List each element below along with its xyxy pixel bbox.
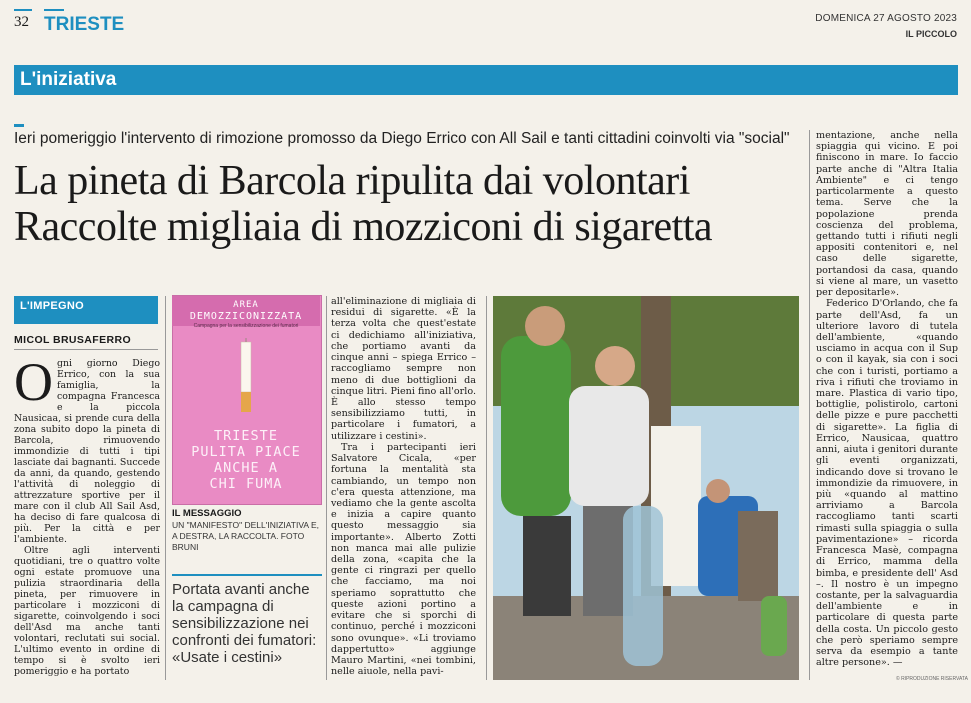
article-column-right	[816, 130, 958, 669]
issue-date: DOMENICA 27 AGOSTO 2023	[815, 13, 957, 24]
poster-slogan-4: CHI FUMA	[209, 476, 283, 492]
header-rule-section	[44, 9, 64, 11]
paragraph-text: gni giorno Diego Errico, con la sua famiglia, la compagna Francesca e la piccola Nausicaa, si prende cura della zona subito dopo la pineta di Barcola, rimuovendo immondizie di tutti i tipi lasciate dai bagnanti. Succede da anni, da quando, gestendo l'attività di noleggio di attrezzature sportive per il mare con il club All Sail Asd, ha deciso di fare qualcosa di più. Per la città e per l'ambiente.	[14, 358, 160, 545]
article-column-1	[14, 352, 160, 677]
pullquote: Portata avanti anche la campagna di sensibilizzazione nei confronti dei fumatori: «Usate i cestini»	[172, 581, 317, 666]
newspaper-name: IL PICCOLO	[905, 29, 957, 39]
kicker-rule	[14, 124, 24, 127]
article-kicker: Ieri pomeriggio l'intervento di rimozione promosso da Diego Errico con All Sail e tanti cittadini coinvolti via "social"	[14, 130, 790, 147]
photo-credit: © RIPRODUZIONE RISERVATA	[896, 676, 968, 682]
paragraph: all'eliminazione di migliaia di residui di sigarette. «È la terza volta che quest'estate ci dedichiamo all'iniziativa, che portiamo avanti da cinque anni – spiega Errico – raccogliamo sempre non meno di due bottiglioni da cinque litri. Pieni fino all'orlo. È allo stesso tempo sensibilizziamo tutti, in particolare i fumatori, a utilizzare i cestini».	[331, 296, 476, 442]
poster-title-1: AREA	[233, 300, 259, 310]
poster-slogan-2: PULITA PIACE	[191, 444, 301, 460]
article-column-3	[331, 296, 476, 677]
paragraph: Tra i partecipanti ieri Salvatore Cicala, «per fortuna la mentalità sta cambiando, un tempo non c'era questa attenzione, ma vediamo che la gente ascolta e inizia a capire quanto questo messaggio sia importante». Alberto Zotti non manca mai alle pulizie della zona, «capita che la gente ci ringrazi per quello che facciamo, ma noi speriamo soprattutto che queste azioni portino a evitare che si sporchi di continuo, perché i mozziconi sono ovunque». «Li troviamo dappertutto» aggiunge Mauro Martini, «nei tombini, nelle aiuole, nella pavi-	[331, 441, 476, 678]
caption-text: UN "MANIFESTO" DELL'INIZIATIVA E, A DESTRA, LA RACCOLTA. FOTO BRUNI	[172, 520, 319, 552]
header-rule-left	[14, 9, 32, 11]
volunteers-photo	[493, 296, 799, 680]
poster-title-2: DEMOZZICONIZZATA	[189, 311, 303, 322]
topic-band	[14, 65, 958, 95]
poster-subtitle: Campagna per la sensibilizzazione dei fumatori	[193, 323, 299, 329]
paragraph: Oltre agli interventi quotidiani, tre o quattro volte ogni estate promuove una pulizia straordinaria della pineta, per rimuovere in particolare i mozziconi di sigarette, coinvolgendo i soci dell'Asd ma anche tanti volontari, reclutati sui social. L'ultimo evento in ordine di tempo si è svolto ieri pomeriggio e ha portato	[14, 545, 160, 677]
drop-cap: O	[14, 352, 53, 412]
paragraph	[14, 352, 160, 545]
column-divider	[326, 296, 327, 680]
pullquote-rule	[172, 574, 322, 576]
caption-heading: IL MESSAGGIO	[172, 508, 242, 519]
cigarette-icon	[232, 338, 260, 416]
section-title: TRIESTE	[44, 14, 125, 35]
headline-line-2: Raccolte migliaia di mozziconi di sigaretta	[14, 204, 713, 250]
column-divider	[165, 296, 166, 680]
byline-rule	[14, 349, 158, 350]
column-divider	[486, 296, 487, 680]
page-number: 32	[14, 14, 29, 30]
author-byline: MICOL BRUSAFERRO	[14, 334, 132, 346]
poster-slogan-1: TRIESTE	[214, 428, 278, 444]
paragraph: Federico D'Orlando, che fa parte dell'Asd, fa un ulteriore lavoro di tutela dell'ambiente, «quando usciamo in acqua con il Sup o con il kayak, sia con i soci che con i turisti, portiamo a riva i rifiuti che troviamo in mare. Plastica di vario tipo, bottiglie, polistirolo, cartoni delle pizze e pure pacchetti di sigarette». La figlia di Errico, Nausicaa, quattro anni, aiuta i genitori durante gli eventi organizzati, indicando dove si trovano le immondizie da rimuovere, in più «quando al mattino arriviamo a Barcola raccogliamo tanti scarti rimasti sulla spiaggia o sulla pavimentazione» – ricorda Francesca Masè, compagna di Errico, mamma della bimba, e presidente dell' Asd –. Il nostro è un impegno costante, per la salvaguardia dell'ambiente e in particolare di questa parte della costa. Un piccolo gesto che però speriamo sempre serva da esempio a tante altre persone». —	[816, 298, 958, 669]
paragraph: mentazione, anche nella spiaggia qui vicino. E poi finiscono in mare. Io faccio parte anche di "Altra Italia Ambiente" e ci tengo particolarmente a questo tema. Serve che la popolazione prenda coscienza del problema, gettando tutti i rifiuti negli appositi contenitori e, nel caso delle sigarette, portandosi da casa, quando si viene al mare, un vasetto per depositarle».	[816, 130, 958, 299]
poster-slogan-3: ANCHE A	[214, 460, 278, 476]
topic-band-label: L'iniziativa	[20, 69, 117, 90]
section-tag: L'IMPEGNO	[20, 300, 84, 312]
column-divider	[809, 130, 810, 680]
headline-line-1: La pineta di Barcola ripulita dai volontari	[14, 158, 690, 204]
